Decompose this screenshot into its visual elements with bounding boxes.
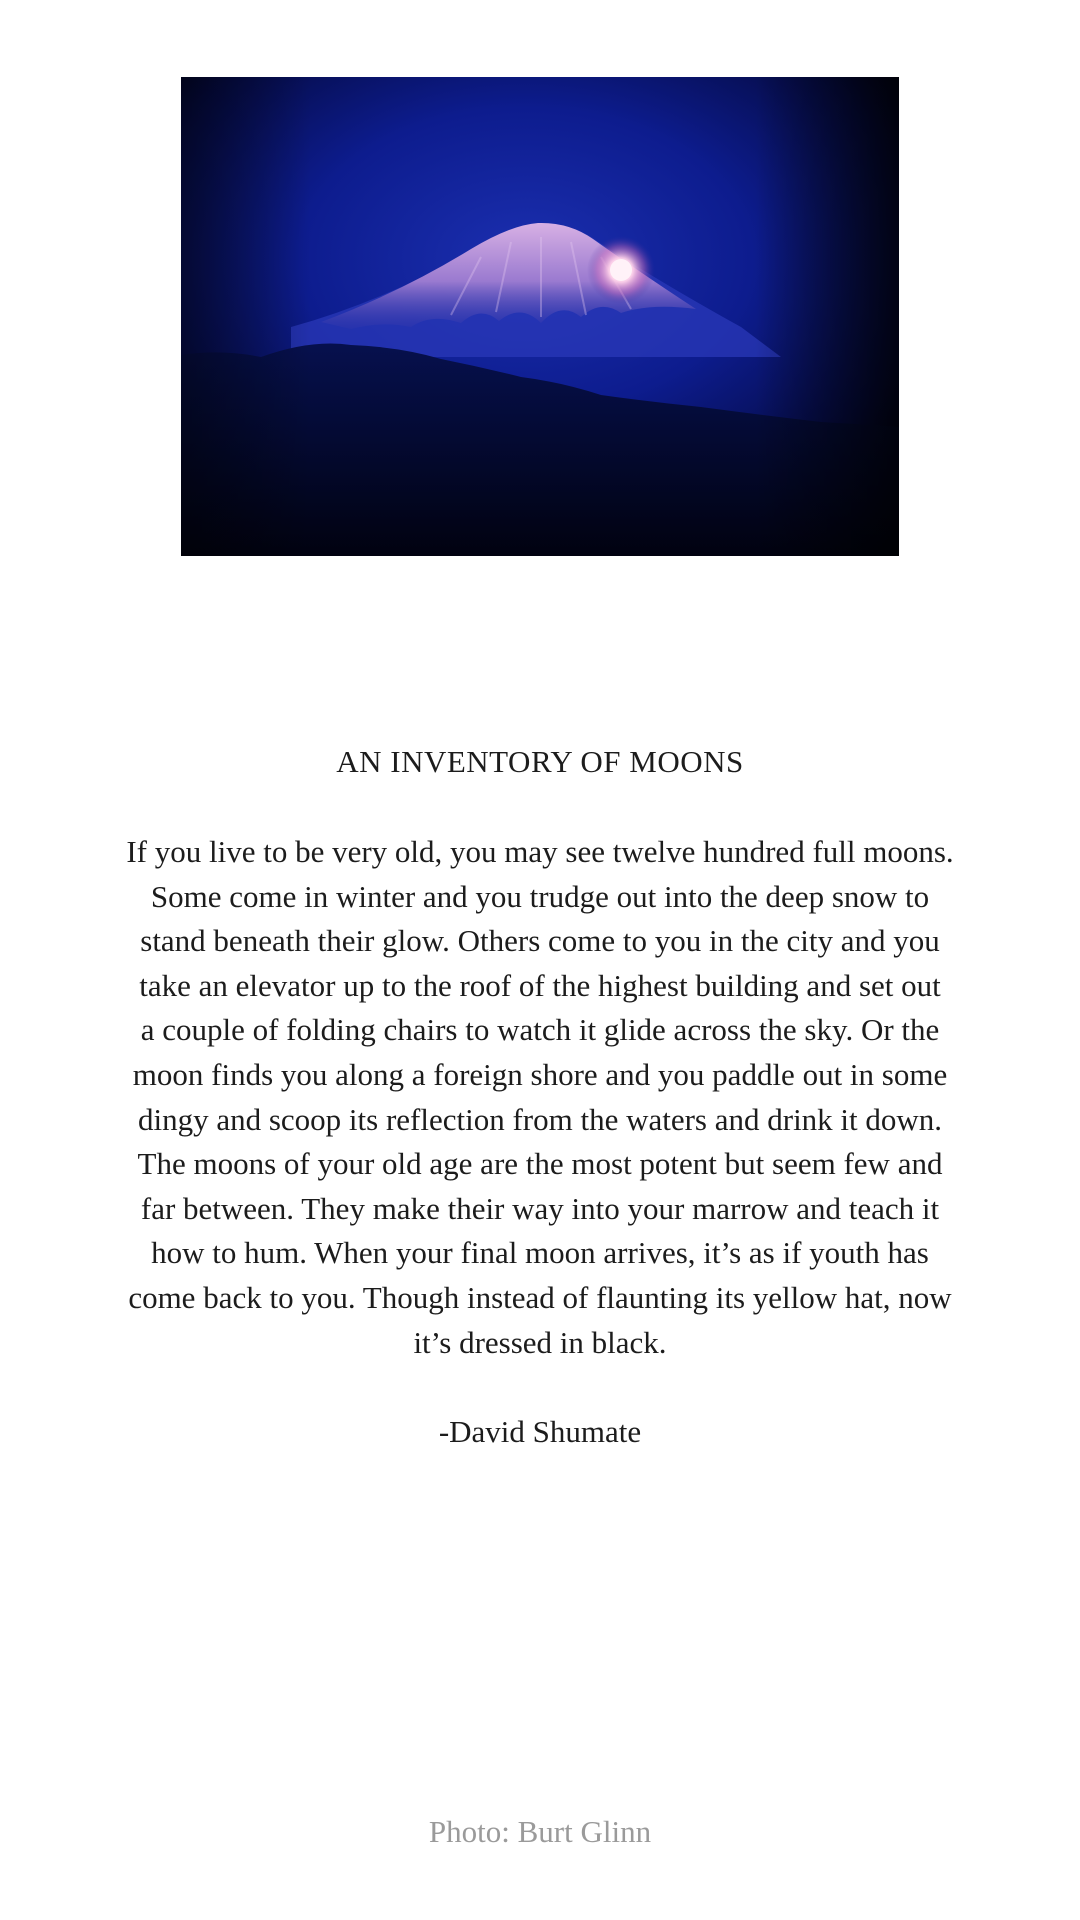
poem-line: The moons of your old age are the most potent but seem few and <box>137 1146 943 1182</box>
poem-line: far between. They make their way into your marrow and teach it <box>140 1190 940 1226</box>
poem-line: it’s dressed in black. <box>413 1324 667 1360</box>
poem-line: moon finds you along a foreign shore and you paddle out in some <box>132 1056 948 1092</box>
poem-line: how to hum. When your final moon arrives, it’s as if youth has <box>151 1235 929 1271</box>
poem-body <box>60 830 1020 1365</box>
poem-line: If you live to be very old, you may see twelve hundred full moons. <box>126 834 954 869</box>
photo-credit: Photo: Burt Glinn <box>428 1814 652 1849</box>
poem-line: take an elevator up to the roof of the highest building and set out <box>139 967 941 1003</box>
mountain-moon-photo <box>181 77 899 556</box>
poem-author: -David Shumate <box>438 1414 642 1449</box>
poem-line: stand beneath their glow. Others come to you in the city and you <box>140 923 940 959</box>
poem-line: dingy and scoop its reflection from the waters and drink it down. <box>137 1101 943 1137</box>
poem-title: AN INVENTORY OF MOONS <box>336 744 744 779</box>
poem-line: come back to you. Though instead of flaunting its yellow hat, now <box>128 1279 952 1315</box>
poem-line: a couple of folding chairs to watch it glide across the sky. Or the <box>140 1012 940 1048</box>
mountain-moon-image <box>181 77 899 556</box>
poem-line: Some come in winter and you trudge out into the deep snow to <box>150 878 930 914</box>
